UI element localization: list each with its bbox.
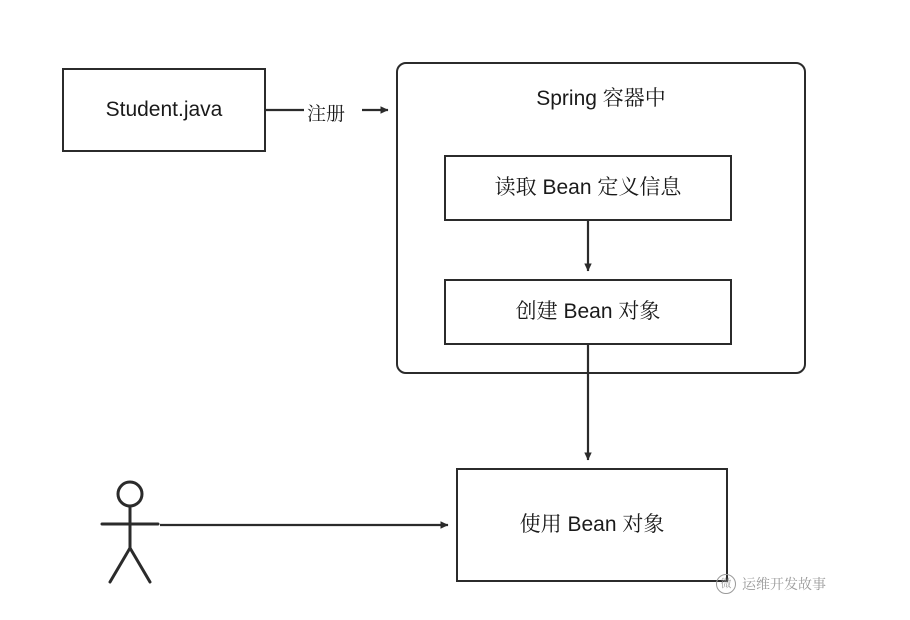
- node-student-java: [62, 68, 266, 152]
- node-use-bean-object-label: 使用 Bean 对象: [519, 513, 665, 537]
- edge-label-register: 注册: [307, 104, 346, 125]
- watermark: [716, 574, 826, 594]
- node-create-bean-object: [444, 279, 732, 345]
- node-use-bean-object: [456, 468, 728, 582]
- actor-stick-figure: [102, 482, 158, 582]
- node-create-bean-object-label: 创建 Bean 对象: [515, 300, 661, 324]
- spring-container-label: Spring 容器中: [536, 87, 666, 110]
- node-student-java-label: Student.java: [105, 98, 223, 122]
- watermark-text: 运维开发故事: [742, 576, 826, 592]
- wechat-logo-icon: 微: [716, 574, 736, 594]
- node-read-bean-definition-label: 读取 Bean 定义信息: [494, 176, 682, 200]
- node-read-bean-definition: [444, 155, 732, 221]
